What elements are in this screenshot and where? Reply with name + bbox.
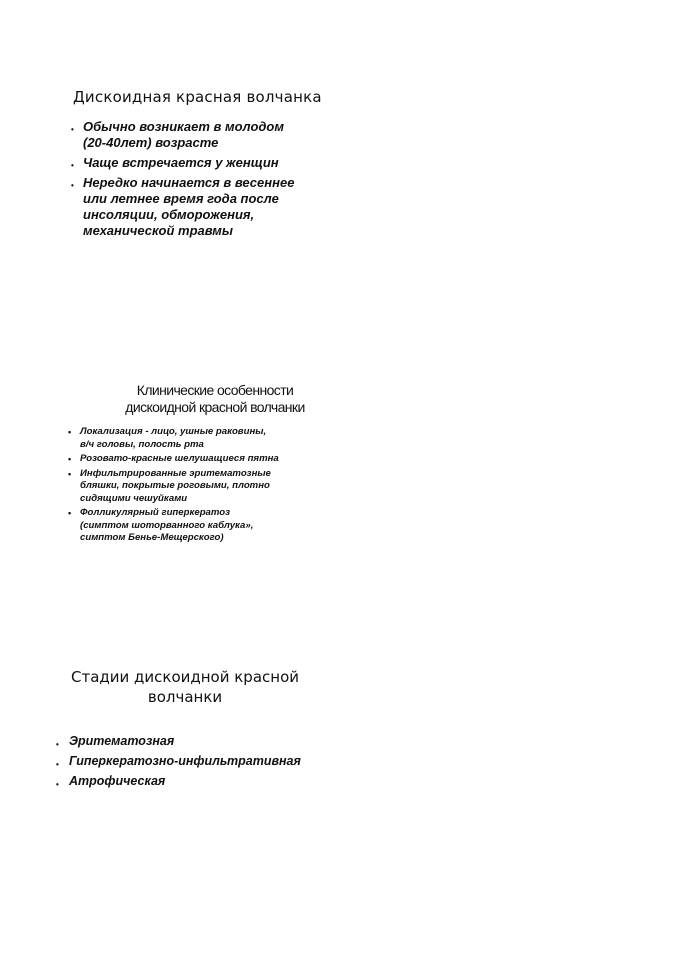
list-item: • Гиперкератозно-инфильтративная — [56, 753, 356, 770]
list-item: • Нередко начинается в весеннее или летнее время года после инсоляции, обморожения, механической травмы — [71, 175, 295, 238]
slide-title: Дискоидная красная волчанка — [73, 88, 322, 106]
bullet-icon: • — [68, 508, 72, 518]
bullet-icon: • — [71, 125, 74, 134]
list-item: • Локализация - лицо, ушные раковины, в/ч головы, полость рта — [68, 426, 267, 450]
list-item: • Атрофическая — [56, 773, 356, 790]
list-item: • Розовато-красные шелушащиеся пятна — [68, 453, 279, 464]
list-item: • Обычно возникает в молодом (20-40лет) возрасте — [71, 119, 284, 150]
bullet-icon: • — [56, 760, 59, 769]
bullet-icon: • — [68, 454, 72, 464]
bullet-list — [68, 426, 328, 547]
bullet-icon: • — [71, 181, 74, 190]
list-item: • Фолликулярный гиперкератоз (симптом шоторванного каблука», симптом Бенье-Мещерского) — [68, 507, 254, 543]
bullet-list — [56, 733, 356, 793]
slide-title: Клинические особенности дискоидной красной волчанки — [125, 382, 305, 415]
bullet-icon: • — [68, 468, 72, 479]
list-item: • Чаще встречается у женщин — [70, 155, 330, 171]
bullet-list — [70, 119, 330, 243]
list-item: • Инфильтрированные эритематозные бляшки, покрытые роговыми, плотно сидящими чешуйками — [68, 467, 271, 504]
bullet-icon: • — [68, 427, 72, 437]
slide-title: Стадии дискоидной красной волчанки — [70, 668, 300, 706]
list-item: • Эритематозная — [56, 733, 356, 750]
bullet-icon: • — [56, 780, 59, 789]
bullet-icon: • — [71, 161, 74, 170]
bullet-icon: • — [56, 740, 59, 749]
